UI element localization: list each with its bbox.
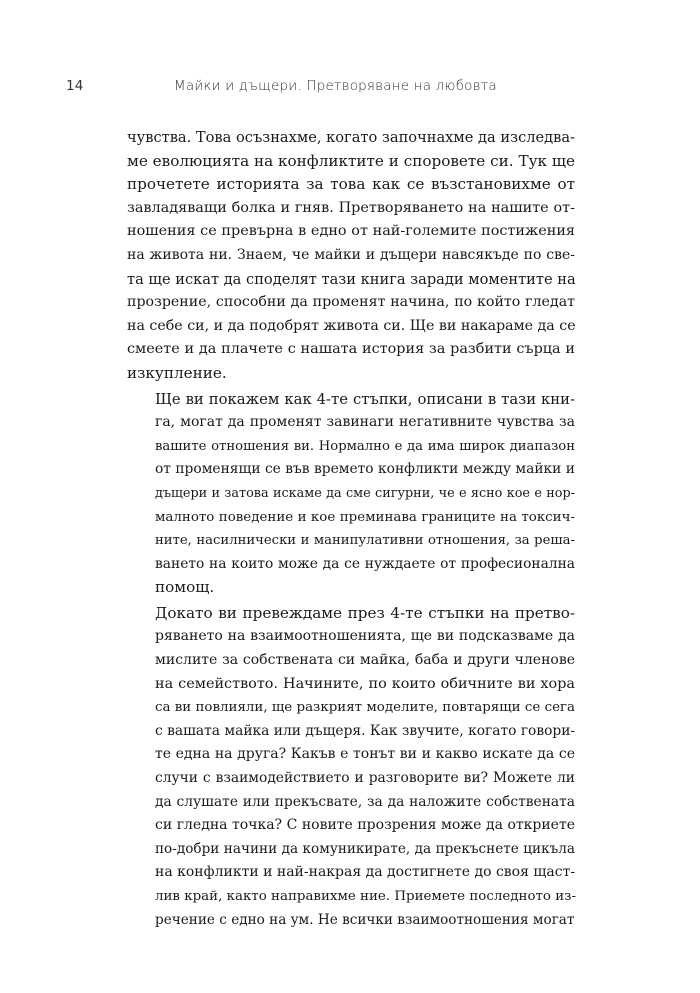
text-line: на себе си, и да подобрят живота си. Ще ви накараме да се	[127, 317, 576, 334]
text-line: вашите отношения ви. Нормално е да има широк диапазон	[155, 438, 575, 454]
text-line: ряването на взаимоотношенията, ще ви подсказваме да	[155, 628, 575, 645]
text-line: прозрение, способни да променят начина, по който гледат	[127, 294, 575, 311]
running-title: Майки и дъщери. Претворяване на любовта	[174, 78, 497, 94]
paragraph	[127, 126, 575, 386]
text-line: са ви повлияли, ще разкрият моделите, повтарящи се сега	[155, 700, 575, 716]
text-line: чувства. Това осъзнахме, когато започнахме да изследва-	[127, 129, 575, 146]
text-line: на конфликти и най-накрая да достигнете до своя щаст-	[155, 864, 576, 881]
text-line: га, могат да променят завинаги негативните чувства за	[155, 414, 575, 431]
paragraph	[127, 388, 575, 600]
text-line: помощ.	[155, 578, 215, 597]
text-line: с вашата майка или дъщеря. Как звучите, когато говори-	[155, 722, 576, 739]
running-header	[66, 78, 634, 98]
text-line: речение с едно на ум. Не всички взаимоотношения могат	[155, 911, 575, 928]
page-number: 14	[66, 78, 84, 94]
text-line: ме еволюцията на конфликтите и споровете си. Тук ще	[127, 151, 575, 170]
text-line: ните, насилнически и манипулативни отношения, за реша-	[155, 533, 575, 549]
text-line: завладяващи болка и гняв. Претворяването на нашите от-	[127, 199, 575, 216]
text-line: смеете и да плачете с нашата история за разбити сърца и	[127, 341, 575, 358]
text-line: на живота ни. Знаем, че майки и дъщери навсякъде по све-	[127, 246, 575, 263]
text-line: изкупление.	[127, 363, 227, 382]
text-line: дъщери и затова искаме да сме сигурни, че е ясно кое е нор-	[155, 485, 575, 501]
text-line: лив край, както направихме ние. Приемете последното из-	[155, 889, 576, 904]
paragraph	[127, 602, 575, 932]
text-line: прочетете историята за това как се възстановихме от	[127, 175, 575, 194]
text-line: Ще ви покажем как 4-те стъпки, описани в тази кни-	[155, 390, 575, 408]
text-line: та ще искат да споделят тази книга заради моментите на	[127, 270, 576, 288]
text-line: случи с взаимодействието и разговорите ви? Можете ли	[155, 770, 575, 787]
text-line: на семейството. Начините, по които обичните ви хора	[155, 675, 575, 692]
text-line: Докато ви превеждаме през 4-те стъпки на претво-	[155, 603, 575, 622]
text-line: те една на друга? Какъв е тонът ви и какво искате да се	[155, 746, 575, 763]
text-line: малното поведение и кое преминава границите на токсич-	[155, 509, 575, 525]
text-line: ването на които може да се нуждаете от професионална	[155, 555, 575, 572]
text-line: мислите за собствената си майка, баба и други членове	[155, 652, 575, 669]
text-line: ношения се превърна в едно от най-големите постижения	[127, 223, 575, 240]
body-text	[127, 126, 575, 932]
text-line: по-добри начини да комуникирате, да прекъснете цикъла	[155, 840, 575, 857]
text-line: да слушате или прекъсвате, за да наложите собствената	[155, 793, 575, 810]
text-line: си гледна точка? С новите прозрения може да откриете	[155, 817, 575, 834]
text-line: от променящи се във времето конфликти между майки и	[155, 461, 575, 478]
